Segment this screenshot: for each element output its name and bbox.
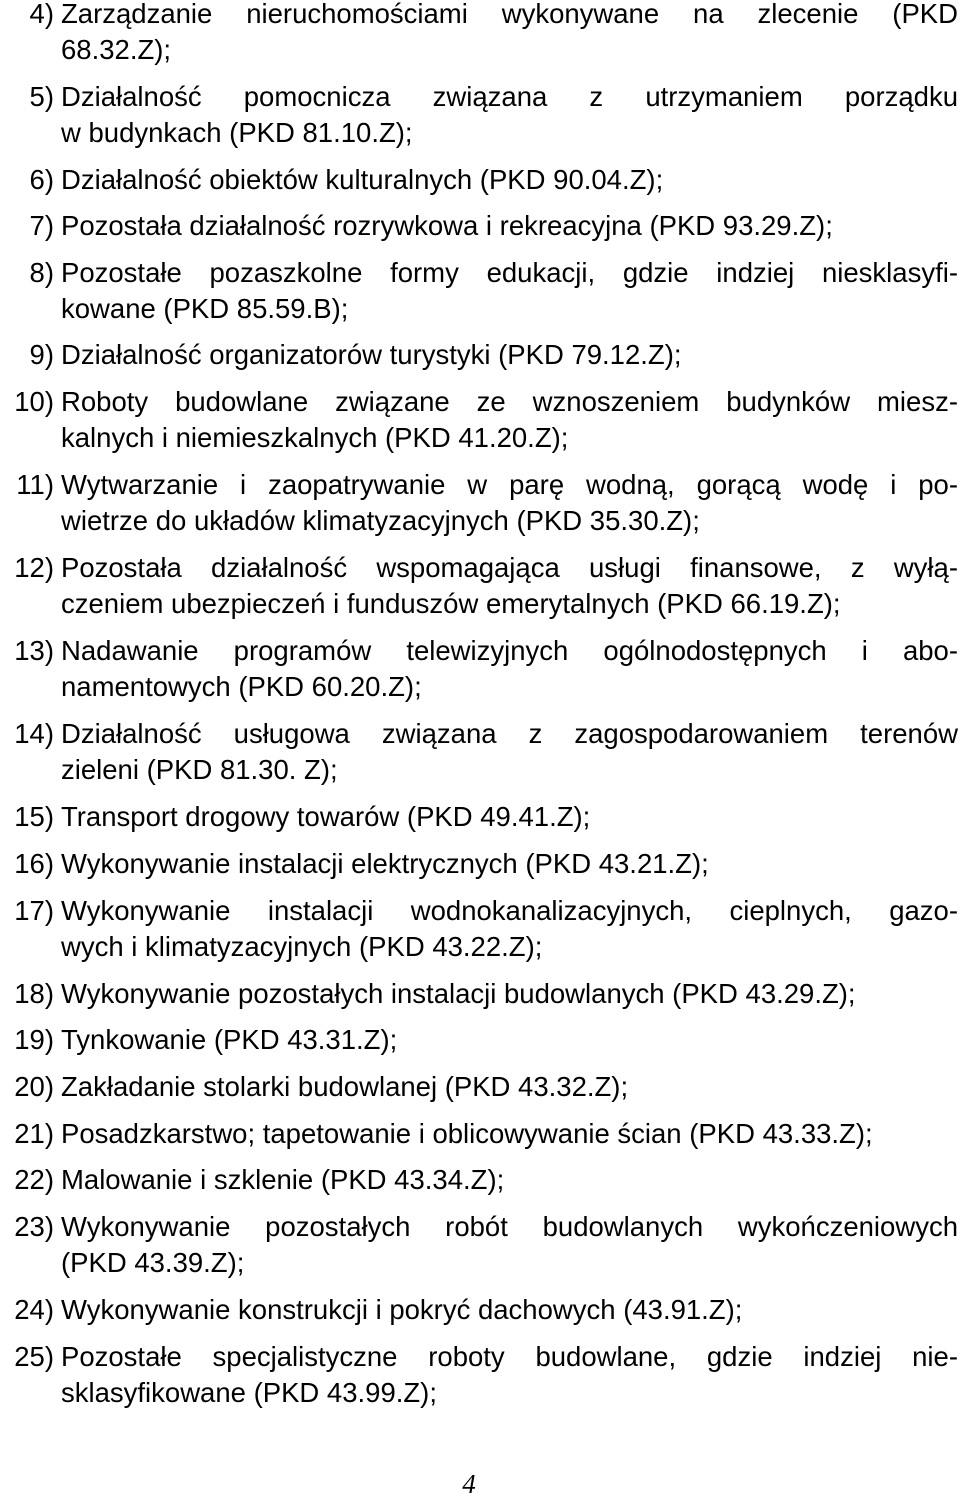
item-text — [61, 337, 958, 373]
item-number: 8) — [29, 257, 54, 288]
item-number: 7) — [29, 210, 54, 241]
item-text — [61, 79, 958, 151]
item-number: 24) — [14, 1294, 54, 1325]
item-number: 4) — [29, 0, 54, 29]
item-text — [61, 1069, 958, 1105]
page-number: 4 — [462, 1469, 476, 1499]
item-line: namentowych (PKD 60.20.Z); — [61, 671, 422, 702]
item-line: Wykonywanie pozostałych robót budowlanych wykończeniowych — [61, 1211, 958, 1242]
item-line: zieleni (PKD 81.30. Z); — [61, 754, 338, 785]
item-line: Pozostała działalność wspomagająca usługi finansowe, z wyłą- — [61, 552, 958, 583]
item-text — [61, 550, 958, 622]
item-text — [61, 893, 958, 965]
item-number: 20) — [14, 1071, 54, 1102]
item-text — [61, 846, 958, 882]
item-text — [61, 799, 958, 835]
item-line: Transport drogowy towarów (PKD 49.41.Z); — [61, 801, 591, 832]
item-line: wietrze do układów klimatyzacyjnych (PKD 35.30.Z); — [61, 505, 700, 536]
item-number: 18) — [14, 978, 54, 1009]
item-text — [61, 162, 958, 198]
item-line: Wykonywanie instalacji wodnokanalizacyjnych, cieplnych, gazo- — [61, 895, 958, 926]
item-text — [61, 1116, 958, 1152]
item-line: Pozostałe pozaszkolne formy edukacji, gdzie indziej niesklasyfi- — [61, 257, 958, 288]
item-line: Roboty budowlane związane ze wznoszeniem budynków miesz- — [61, 386, 958, 417]
item-text — [61, 1292, 958, 1328]
item-number: 14) — [14, 718, 54, 749]
item-text — [61, 633, 958, 705]
item-number: 12) — [14, 552, 54, 583]
item-number: 22) — [14, 1164, 54, 1195]
item-number: 19) — [14, 1024, 54, 1055]
item-number: 5) — [29, 81, 54, 112]
item-text — [61, 976, 958, 1012]
item-number: 10) — [14, 386, 54, 417]
item-line: Wykonywanie konstrukcji i pokryć dachowych (43.91.Z); — [61, 1294, 743, 1325]
item-text — [61, 255, 958, 327]
item-text — [61, 467, 958, 539]
item-line: Wykonywanie instalacji elektrycznych (PKD 43.21.Z); — [61, 848, 709, 879]
item-line: Działalność pomocnicza związana z utrzymaniem porządku — [61, 81, 958, 112]
item-text — [61, 1339, 958, 1411]
item-text — [61, 716, 958, 788]
item-number: 16) — [14, 848, 54, 879]
item-line: kowane (PKD 85.59.B); — [61, 293, 349, 324]
item-line: Wytwarzanie i zaopatrywanie w parę wodną, gorącą wodę i po- — [61, 469, 958, 500]
item-line: Zakładanie stolarki budowlanej (PKD 43.32.Z); — [61, 1071, 629, 1102]
item-number: 23) — [14, 1211, 54, 1242]
item-line: kalnych i niemieszkalnych (PKD 41.20.Z); — [61, 422, 569, 453]
item-line: Pozostała działalność rozrywkowa i rekreacyjna (PKD 93.29.Z); — [61, 210, 833, 241]
item-line: Malowanie i szklenie (PKD 43.34.Z); — [61, 1164, 505, 1195]
item-line: Wykonywanie pozostałych instalacji budowlanych (PKD 43.29.Z); — [61, 978, 856, 1009]
item-line: Działalność obiektów kulturalnych (PKD 90.04.Z); — [61, 164, 664, 195]
item-line: (PKD 43.39.Z); — [61, 1247, 245, 1278]
item-number: 17) — [14, 895, 54, 926]
item-line: w budynkach (PKD 81.10.Z); — [61, 117, 413, 148]
item-line: Nadawanie programów telewizyjnych ogólnodostępnych i abo- — [61, 635, 958, 666]
item-number: 6) — [29, 164, 54, 195]
item-text — [61, 208, 958, 244]
item-line: czeniem ubezpieczeń i funduszów emerytalnych (PKD 66.19.Z); — [61, 588, 841, 619]
item-line: Posadzkarstwo; tapetowanie i oblicowywanie ścian (PKD 43.33.Z); — [61, 1118, 873, 1149]
item-line: Tynkowanie (PKD 43.31.Z); — [61, 1024, 398, 1055]
item-text — [61, 1162, 958, 1198]
item-text — [61, 1022, 958, 1058]
item-line: Działalność organizatorów turystyki (PKD 79.12.Z); — [61, 339, 682, 370]
item-text — [61, 0, 958, 68]
item-line: Zarządzanie nieruchomościami wykonywane na zlecenie (PKD — [61, 0, 958, 29]
item-line: Pozostałe specjalistyczne roboty budowlane, gdzie indziej nie- — [61, 1341, 958, 1372]
item-number: 25) — [14, 1341, 54, 1372]
item-number: 11) — [16, 469, 54, 500]
item-line: Działalność usługowa związana z zagospodarowaniem terenów — [61, 718, 958, 749]
item-line: sklasyfikowane (PKD 43.99.Z); — [61, 1377, 437, 1408]
item-text — [61, 1209, 958, 1281]
item-number: 21) — [14, 1118, 54, 1149]
item-number: 15) — [14, 801, 54, 832]
item-line: 68.32.Z); — [61, 34, 172, 65]
item-number: 9) — [29, 339, 54, 370]
item-number: 13) — [14, 635, 54, 666]
item-line: wych i klimatyzacyjnych (PKD 43.22.Z); — [61, 931, 543, 962]
item-text — [61, 384, 958, 456]
